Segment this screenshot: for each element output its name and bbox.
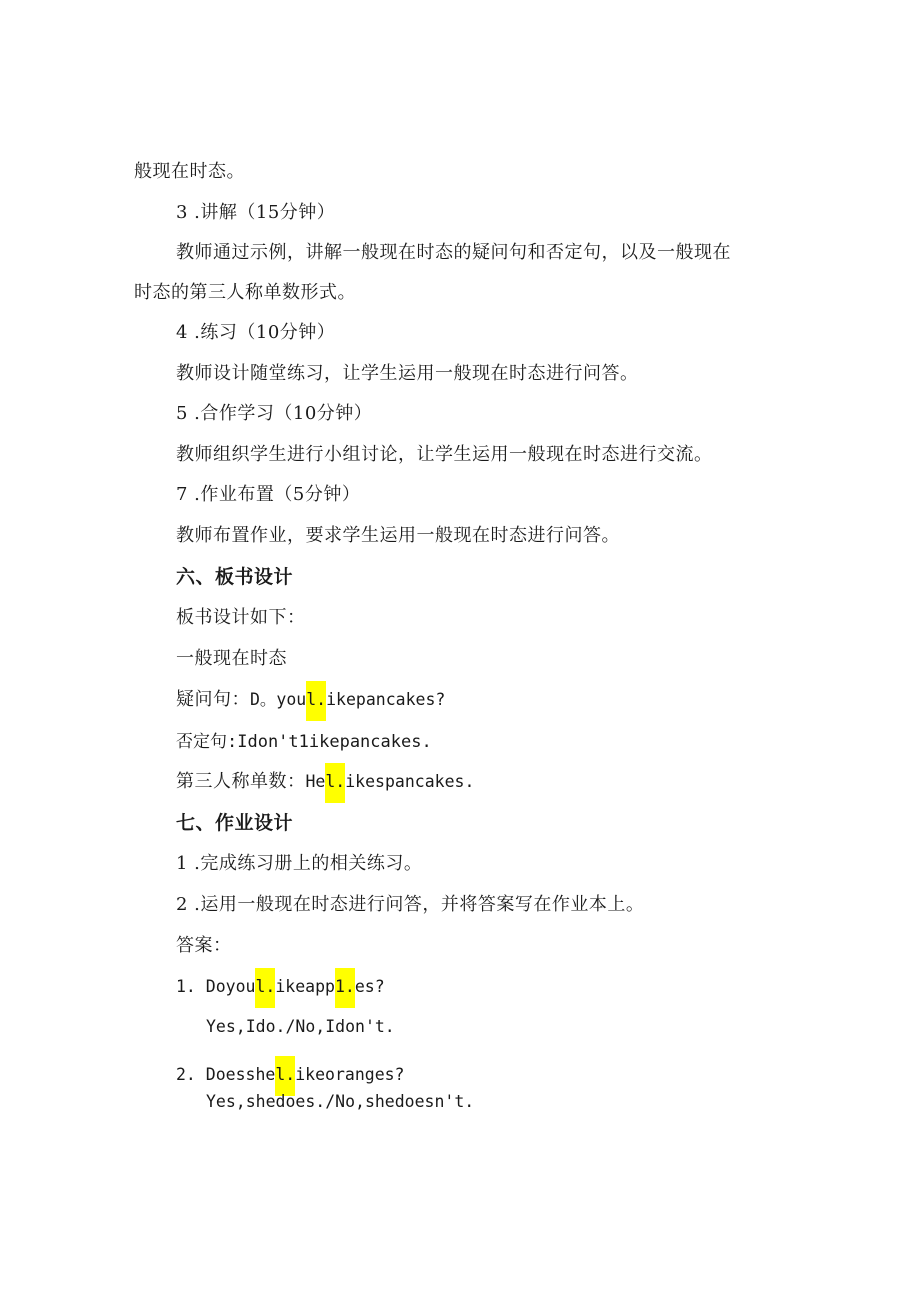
highlight-mark: l.	[255, 968, 275, 1008]
board-question-line	[176, 687, 445, 713]
answer-1-response: Yes,Ido./No,Idon't.	[206, 1017, 395, 1036]
question-label: 疑问句：	[176, 689, 250, 710]
answer-label: 答案：	[176, 935, 232, 956]
third-person-text-a: He	[305, 772, 326, 791]
step-3-body-line-1: 教师通过示例，讲解一般现在时态的疑问句和否定句，以及一般现在	[176, 242, 731, 263]
step-5-heading: 5 .合作学习（10分钟）	[176, 403, 373, 424]
section-7-heading: 七、作业设计	[176, 812, 294, 834]
step-4-heading: 4 .练习（10分钟）	[176, 322, 336, 343]
question-text-b: ikepancakes?	[326, 690, 446, 709]
homework-item-1: 1 .完成练习册上的相关练习。	[176, 853, 423, 874]
paragraph-continuation: 般现在时态。	[134, 161, 245, 182]
answer-2-text-b: ikeoranges?	[295, 1065, 405, 1084]
answer-2-response: Yes,shedoes./No,shedoesn't.	[206, 1092, 475, 1111]
section-6-heading: 六、板书设计	[176, 566, 294, 588]
answer-2-text-a: 2. Doesshe	[176, 1065, 276, 1084]
homework-item-2: 2 .运用一般现在时态进行问答，并将答案写在作业本上。	[176, 894, 645, 915]
third-person-label: 第三人称单数：	[176, 771, 306, 792]
highlight-mark: l.	[306, 681, 326, 721]
answer-1-text-c: es?	[354, 977, 385, 996]
answer-1-text-b: ikeapp	[275, 977, 335, 996]
highlight-mark: l.	[275, 1056, 295, 1096]
answer-2-question	[176, 1062, 405, 1088]
board-intro: 板书设计如下：	[176, 607, 306, 628]
answer-1-question	[176, 974, 385, 1000]
step-7-heading: 7 .作业布置（5分钟）	[176, 484, 361, 505]
highlight-mark: 1.	[335, 968, 355, 1008]
board-title: 一般现在时态	[176, 648, 287, 669]
step-4-body: 教师设计随堂练习，让学生运用一般现在时态进行问答。	[176, 363, 639, 384]
third-person-text-b: ikespancakes.	[345, 772, 475, 791]
question-text-a: D。you	[250, 690, 307, 709]
answer-1-text-a: 1. Doyou	[176, 977, 256, 996]
step-3-body-line-2: 时态的第三人称单数形式。	[134, 282, 356, 303]
step-5-body: 教师组织学生进行小组讨论，让学生运用一般现在时态进行交流。	[176, 444, 713, 465]
step-3-heading: 3 .讲解（15分钟）	[176, 202, 336, 223]
highlight-mark: l.	[325, 763, 345, 803]
step-7-body: 教师布置作业，要求学生运用一般现在时态进行问答。	[176, 525, 620, 546]
board-third-person-line	[176, 769, 474, 795]
board-negative-line: 否定句:Idon't1ikepancakes.	[176, 732, 432, 752]
